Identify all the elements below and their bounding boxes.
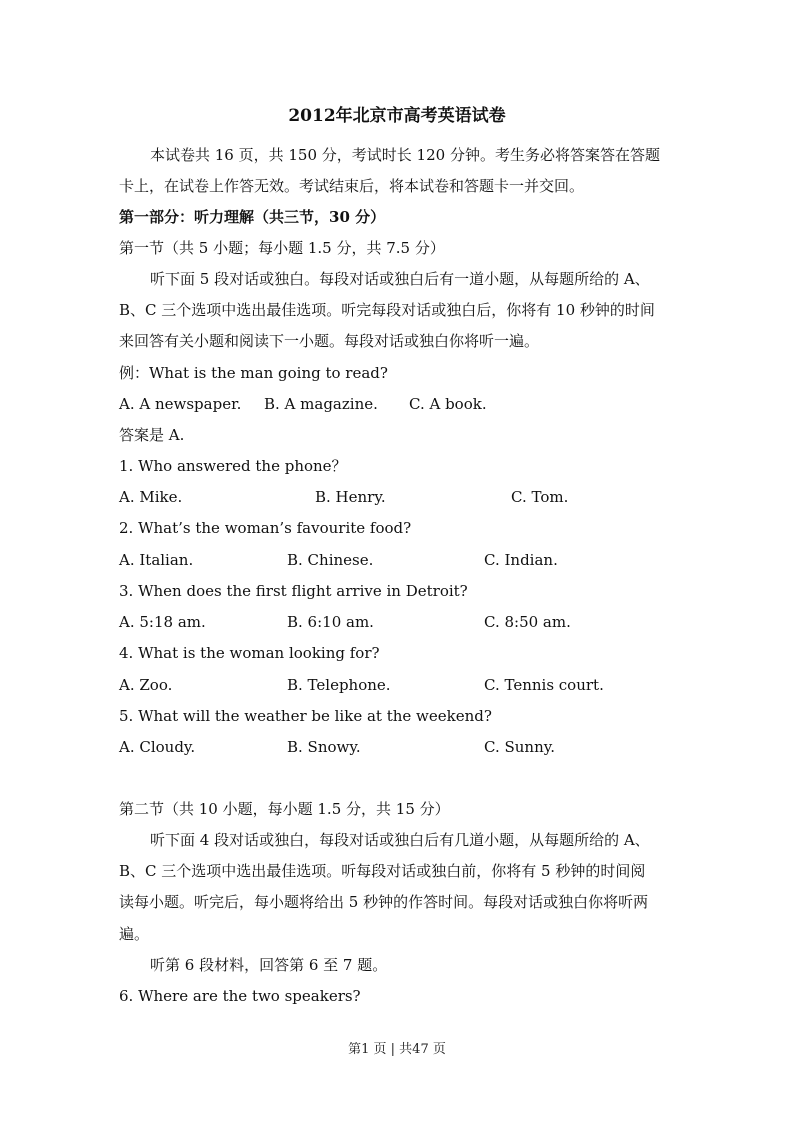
example-answer: 答案是 A. [119,426,185,444]
section2-instruction-2: B、C 三个选项中选出最佳选项。听每段对话或独白前，你将有 5 秒钟的时间阅 [119,862,646,880]
section1-heading: 第一节（共 5 小题；每小题 1.5 分，共 7.5 分） [119,239,445,257]
page-footer: 第1 页 | 共47 页 [348,1042,446,1057]
question-1-option-c: C. Tom. [511,488,569,506]
question-2-option-c: C. Indian. [484,551,558,569]
example-option-a: A. A newspaper. [119,395,242,413]
intro-line-2: 卡上，在试卷上作答无效。考试结束后，将本试卷和答题卡一并交回。 [119,177,585,195]
example-option-c: C. A book. [409,395,487,413]
part1-heading: 第一部分：听力理解（共三节，30 分） [119,208,386,226]
material-note: 听第 6 段材料，回答第 6 至 7 题。 [150,956,388,974]
question-2-option-b: B. Chinese. [287,551,374,569]
question-2: 2. What’s the woman’s favourite food? [119,519,412,537]
question-3-option-a: A. 5:18 am. [119,613,206,631]
question-3-option-c: C. 8:50 am. [484,613,571,631]
question-3-option-b: B. 6:10 am. [287,613,374,631]
question-5-option-b: B. Snowy. [287,738,361,756]
section2-heading: 第二节（共 10 小题，每小题 1.5 分，共 15 分） [119,800,450,818]
question-4-option-c: C. Tennis court. [484,676,604,694]
question-4: 4. What is the woman looking for? [119,644,380,662]
section2-instruction-4: 遍。 [119,925,150,943]
question-5-option-a: A. Cloudy. [119,738,196,756]
question-4-option-b: B. Telephone. [287,676,391,694]
question-6: 6. Where are the two speakers? [119,987,361,1005]
section1-instruction-3: 来回答有关小题和阅读下一小题。每段对话或独白你将听一遍。 [119,332,540,350]
question-3: 3. When does the first flight arrive in Detroit? [119,582,468,600]
question-1: 1. Who answered the phone？ [119,457,347,475]
section2-instruction-3: 读每小题。听完后，每小题将给出 5 秒钟的作答时间。每段对话或独白你将听两 [119,893,649,911]
intro-line-1: 本试卷共 16 页，共 150 分，考试时长 120 分钟。考生务必将答案答在答题 [150,146,660,164]
question-5-option-c: C. Sunny. [484,738,555,756]
question-4-option-a: A. Zoo. [119,676,173,694]
question-2-option-a: A. Italian. [119,551,194,569]
question-1-option-a: A. Mike. [119,488,183,506]
page-title: 2012年北京市高考英语试卷 [288,106,506,126]
section1-instruction-1: 听下面 5 段对话或独白。每段对话或独白后有一道小题，从每题所给的 A、 [150,270,650,288]
question-5: 5. What will the weather be like at the weekend? [119,707,492,725]
section1-instruction-2: B、C 三个选项中选出最佳选项。听完每段对话或独白后，你将有 10 秒钟的时间 [119,301,655,319]
example-option-b: B. A magazine. [264,395,378,413]
section2-instruction-1: 听下面 4 段对话或独白，每段对话或独白后有几道小题，从每题所给的 A、 [150,831,650,849]
question-1-option-b: B. Henry. [315,488,386,506]
example-question: 例：What is the man going to read? [119,364,388,382]
